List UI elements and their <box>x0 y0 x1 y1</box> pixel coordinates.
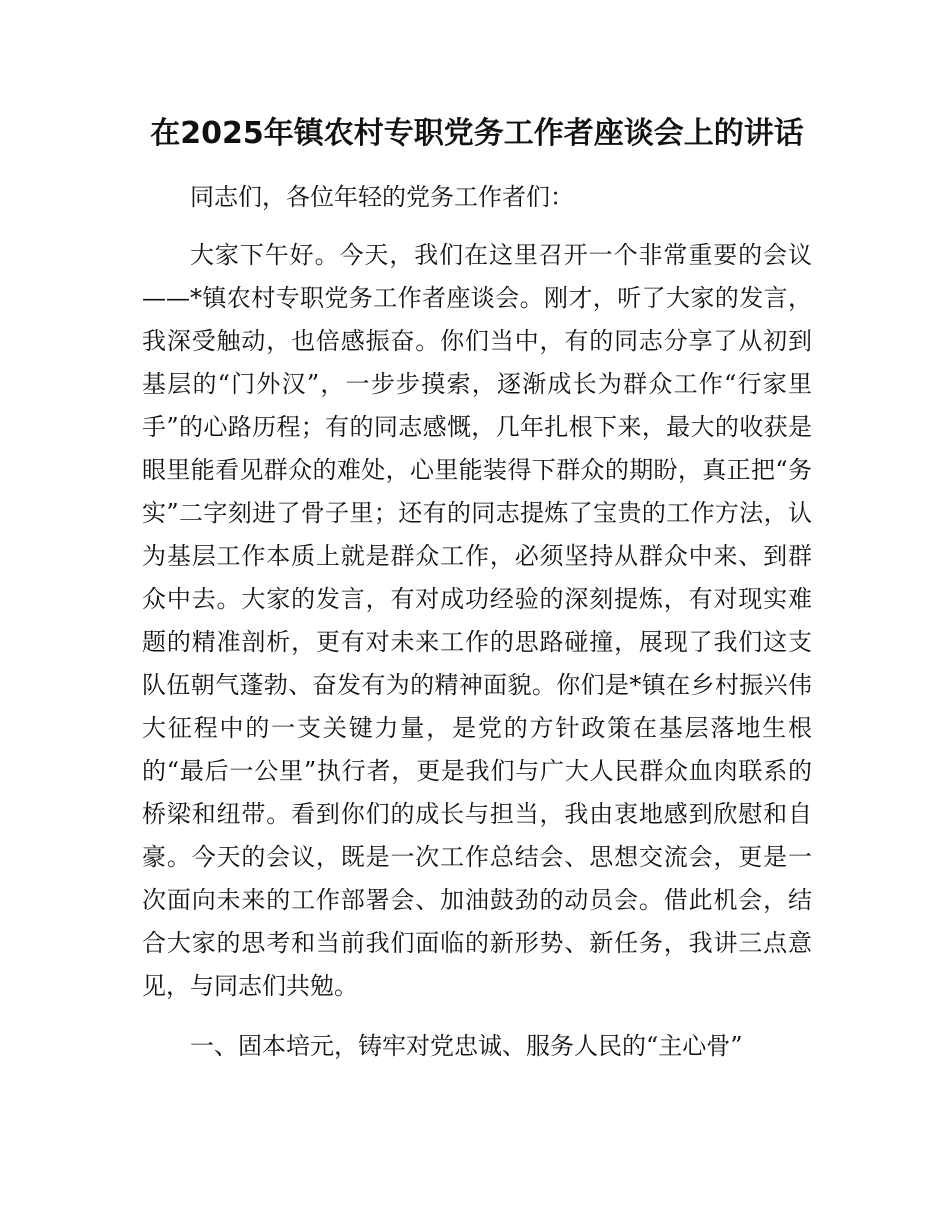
section-heading-1: 一、固本培元，铸牢对党忠诚、服务人民的“主心骨” <box>190 1032 743 1060</box>
greeting-paragraph: 同志们，各位年轻的党务工作者们： <box>190 183 574 211</box>
document-title: 在2025年镇农村专职党务工作者座谈会上的讲话 <box>150 116 804 151</box>
intro-paragraph: 大家下午好。今天，我们在这里召开一个非常重要的会议——*镇农村专职党务工作者座谈会。刚才，听了大家的发言，我深受触动，也倍感振奋。你们当中，有的同志分享了从初到基层的“门外汉”，一步步摸索，逐渐成长为群众工作“行家里手”的心路历程；有的同志感慨，几年扎根下来，最大的收获是眼里能看见群众的难处，心里能装得下群众的期盼，真正把“务实”二字刻进了骨子里；还有的同志提炼了宝贵的工作方法，认为基层工作本质上就是群众工作，必须坚持从群众中来、到群众中去。大家的发言，有对成功经验的深刻提炼，有对现实难题的精准剖析，更有对未来工作的思路碰撞，展现了我们这支队伍朝气蓬勃、奋发有为的精神面貌。你们是*镇在乡村振兴伟大征程中的一支关键力量，是党的方针政策在基层落地生根的“最后一公里”执行者，更是我们与广大人民群众血肉联系的桥梁和纽带。看到你们的成长与担当，我由衷地感到欣慰和自豪。今天的会议，既是一次工作总结会、思想交流会，更是一次面向未来的工作部署会、加油鼓劲的动员会。借此机会，结合大家的思考和当前我们面临的新形势、新任务，我讲三点意见，与同志们共勉。 <box>142 241 812 1000</box>
document-page <box>142 112 812 1068</box>
